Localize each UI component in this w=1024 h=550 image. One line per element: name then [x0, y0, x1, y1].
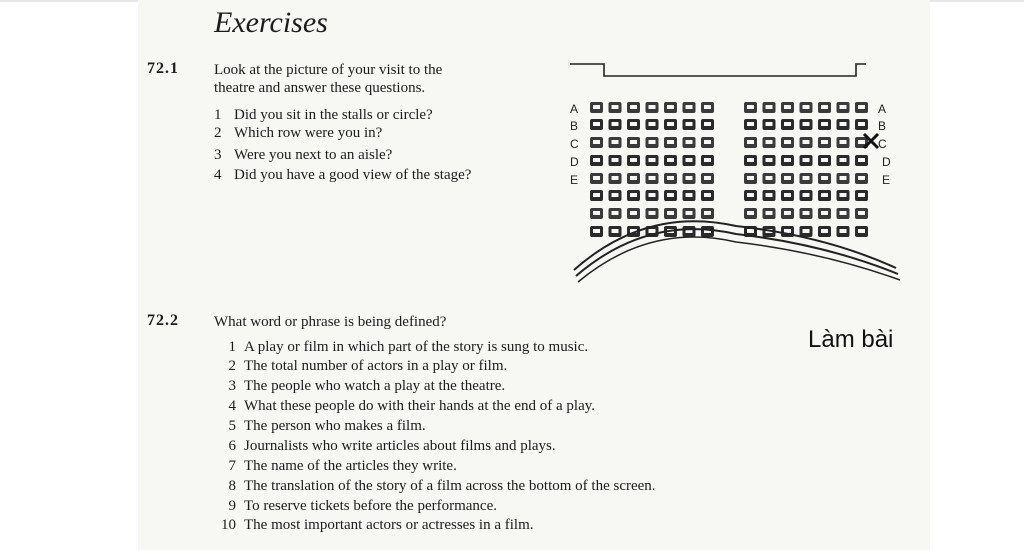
seat-highlight — [704, 211, 711, 215]
stage-outline — [570, 64, 866, 76]
seat-highlight — [784, 122, 791, 126]
exercise-2-intro: What word or phrase is being defined? — [214, 314, 447, 330]
seat-highlight — [667, 122, 674, 126]
seat-highlight — [803, 211, 810, 215]
seat-highlight — [686, 158, 693, 162]
seat-highlight — [803, 229, 810, 233]
seat-highlight — [766, 158, 773, 162]
seat-highlight — [858, 140, 865, 144]
seat-highlight — [704, 105, 711, 109]
seat-highlight — [593, 105, 600, 109]
exercise-2-question: 1 A play or film in which part of the story is sung to music. — [228, 339, 589, 355]
seat-highlight — [630, 176, 637, 180]
exercise-2-question: 2 The total number of actors in a play or film. — [228, 358, 508, 374]
seat-highlight — [766, 211, 773, 215]
seat-highlight — [704, 122, 711, 126]
seat-highlight — [593, 176, 600, 180]
seat-highlight — [858, 122, 865, 126]
seat-highlight — [704, 158, 711, 162]
row-label-right: A — [878, 102, 887, 116]
seat-highlight — [649, 176, 656, 180]
seat-highlight — [858, 211, 865, 215]
seat-highlight — [821, 122, 828, 126]
seat-highlight — [803, 158, 810, 162]
seat-highlight — [612, 176, 619, 180]
seat-highlight — [803, 122, 810, 126]
seat-highlight — [593, 140, 600, 144]
exercise-1-question: 4 Did you have a good view of the stage? — [214, 167, 472, 183]
seat-highlight — [630, 140, 637, 144]
seat-highlight — [858, 176, 865, 180]
seat-highlight — [649, 122, 656, 126]
seat-highlight — [667, 105, 674, 109]
seat-highlight — [858, 193, 865, 197]
seat-highlight — [593, 211, 600, 215]
exercise-2-number: 72.2 — [147, 312, 179, 329]
seat-highlight — [649, 140, 656, 144]
seat-highlight — [747, 229, 754, 233]
seat-highlight — [686, 211, 693, 215]
seat-highlight — [858, 158, 865, 162]
row-label-right: E — [882, 173, 891, 187]
seat-highlight — [784, 193, 791, 197]
row-label-right: B — [878, 119, 887, 133]
seat-highlight — [821, 211, 828, 215]
seat-highlight — [612, 105, 619, 109]
seat-highlight — [593, 158, 600, 162]
seat-highlight — [840, 158, 847, 162]
exercise-2-question: 3 The people who watch a play at the theatre. — [228, 378, 506, 394]
exercise-2-question: 7 The name of the articles they write. — [228, 458, 457, 474]
seat-highlight — [630, 193, 637, 197]
seat-highlight — [747, 176, 754, 180]
seat-highlight — [593, 122, 600, 126]
seat-highlight — [593, 193, 600, 197]
seat-highlight — [840, 193, 847, 197]
seat-highlight — [630, 105, 637, 109]
exercise-2-question: 8 The translation of the story of a film across the bottom of the screen. — [228, 478, 656, 494]
seat-highlight — [747, 211, 754, 215]
exercise-1-question: 3 Were you next to an aisle? — [214, 147, 393, 163]
seat-highlight — [593, 229, 600, 233]
seat-highlight — [667, 176, 674, 180]
seat-highlight — [858, 105, 865, 109]
seat-highlight — [686, 176, 693, 180]
seat-highlight — [686, 105, 693, 109]
page-title: Exercises — [214, 6, 328, 39]
seat-highlight — [840, 105, 847, 109]
seat-highlight — [667, 193, 674, 197]
seat-highlight — [667, 158, 674, 162]
exercise-1-question: 2 Which row were you in? — [214, 125, 383, 141]
seat-highlight — [612, 211, 619, 215]
seat-highlight — [704, 140, 711, 144]
seat-highlight — [630, 158, 637, 162]
exercise-2-question: 9 To reserve tickets before the performance. — [228, 498, 497, 514]
seat-highlight — [840, 229, 847, 233]
row-label-left: B — [570, 119, 579, 133]
seat-highlight — [612, 140, 619, 144]
row-label-right: C — [878, 137, 887, 151]
seat-highlight — [840, 122, 847, 126]
exercise-2-question: 5 The person who makes a film. — [228, 418, 426, 434]
row-label-right: D — [882, 155, 891, 169]
seat-highlight — [784, 158, 791, 162]
seat-grid — [590, 102, 868, 237]
seat-highlight — [612, 229, 619, 233]
seat-highlight — [612, 193, 619, 197]
seat-highlight — [612, 158, 619, 162]
seat-highlight — [630, 211, 637, 215]
seat-highlight — [667, 140, 674, 144]
exercise-2-question: 10 The most important actors or actresses in a film. — [221, 517, 534, 533]
row-label-left: A — [570, 102, 579, 116]
seat-highlight — [612, 122, 619, 126]
seat-highlight — [821, 176, 828, 180]
seat-highlight — [766, 140, 773, 144]
seat-highlight — [667, 211, 674, 215]
seat-highlight — [784, 140, 791, 144]
seat-highlight — [747, 140, 754, 144]
seat-highlight — [821, 229, 828, 233]
seat-highlight — [686, 193, 693, 197]
row-label-left: D — [570, 155, 579, 169]
exercise-1-intro-line-1: Look at the picture of your visit to the — [214, 62, 443, 78]
exercise-1-question: 1 Did you sit in the stalls or circle? — [214, 107, 433, 123]
seat-highlight — [649, 105, 656, 109]
seat-highlight — [747, 158, 754, 162]
exercise-2-question: 6 Journalists who write articles about films and plays. — [228, 438, 556, 454]
exercise-1-number: 72.1 — [147, 60, 179, 77]
seat-highlight — [704, 193, 711, 197]
seat-highlight — [747, 193, 754, 197]
seat-highlight — [821, 193, 828, 197]
seat-highlight — [649, 158, 656, 162]
exercise-2-question: 4 What these people do with their hands at the end of a play. — [228, 398, 595, 414]
seat-highlight — [803, 176, 810, 180]
seat-highlight — [784, 105, 791, 109]
seat-highlight — [704, 176, 711, 180]
seat-highlight — [821, 105, 828, 109]
seat-highlight — [840, 140, 847, 144]
seat-highlight — [649, 211, 656, 215]
seat-highlight — [821, 158, 828, 162]
seat-highlight — [766, 105, 773, 109]
seat-highlight — [686, 122, 693, 126]
seat-highlight — [766, 176, 773, 180]
row-label-left: C — [570, 137, 579, 151]
theatre-seating-plan-icon — [566, 56, 906, 286]
seat-highlight — [766, 122, 773, 126]
seat-highlight — [803, 193, 810, 197]
seat-highlight — [784, 176, 791, 180]
seat-highlight — [840, 211, 847, 215]
seat-highlight — [803, 105, 810, 109]
seat-highlight — [649, 229, 656, 233]
note-lam-bai: Làm bài — [808, 326, 894, 353]
seat-highlight — [649, 193, 656, 197]
seat-highlight — [630, 122, 637, 126]
seat-highlight — [747, 105, 754, 109]
row-label-left: E — [570, 173, 579, 187]
seat-highlight — [747, 122, 754, 126]
exercise-1-intro — [214, 61, 442, 97]
seat-highlight — [858, 229, 865, 233]
seat-highlight — [686, 140, 693, 144]
seat-highlight — [766, 193, 773, 197]
seat-highlight — [840, 176, 847, 180]
seat-highlight — [784, 211, 791, 215]
seat-highlight — [803, 140, 810, 144]
seat-highlight — [821, 140, 828, 144]
exercise-1-intro-line-2: theatre and answer these questions. — [214, 80, 426, 96]
